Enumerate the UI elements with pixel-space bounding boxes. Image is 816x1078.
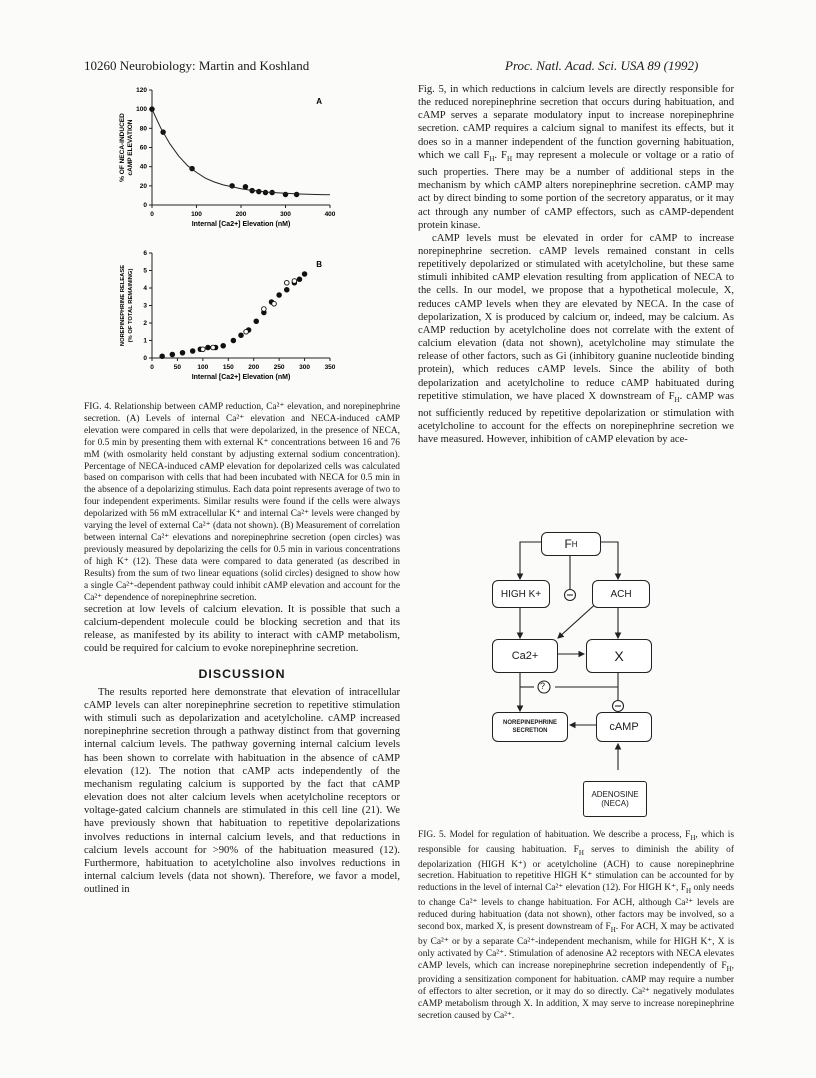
y-tick-label: 40 xyxy=(139,163,147,171)
panel-label: A xyxy=(316,97,322,106)
figure4-caption: FIG. 4. Relationship between cAMP reduction, Ca²⁺ elevation, and norepinephrine secretion. (A) Levels of internal Ca²⁺ elevation and NECA-induced cAMP elevation were compared in cells that were depolarized, in the presence of NECA, for 0.5 min by presenting them with external K⁺ concentrations between 16 and 76 mM (with osmolarity held constant by adjusting external sodium concentration). Percentage of NECA-induced cAMP elevation for depolarized cells was calculated based on comparison with cells that had been incubated with NECA for 0.5 min in the absence of a depolarizing stimulus. Each data point represents average of two to four independent experiments. Similar results were found if the cells were always depolarized with 56 mM extracellular K⁺ and internal Ca²⁺ levels were changed by varying the level of external Ca²⁺ (data not shown). (B) Measurement of correlation between internal Ca²⁺ elevations and norepinephrine secretion (open circles) was previously measured by depolarizing the cells for 0.5 min in various concentrations of high K⁺ (12). These data were compared to data generated (as described in Results) from the sum of two linear equations (solid circles) designed to show how a single Ca²⁺-dependent pathway could inhibit cAMP elevation and account for the Ca²⁺ dependence of norepinephrine secretion. xyxy=(84,402,400,603)
open-data-point xyxy=(201,347,206,352)
filled-data-point xyxy=(294,192,299,197)
x-tick-label: 200 xyxy=(235,211,247,218)
y-tick-label: 6 xyxy=(143,250,147,257)
ach-box: ACH xyxy=(592,580,650,608)
filled-data-point xyxy=(180,350,185,355)
filled-data-point xyxy=(160,354,165,359)
x-tick-label: 400 xyxy=(324,211,336,218)
page-header-right: Proc. Natl. Acad. Sci. USA 89 (1992) xyxy=(505,58,699,73)
left-column-body xyxy=(84,603,400,896)
fh-subscript: H xyxy=(571,539,578,549)
open-data-point xyxy=(284,280,289,285)
filled-data-point xyxy=(239,333,244,338)
x-tick-label: 50 xyxy=(173,364,182,371)
x-tick-label: 300 xyxy=(280,211,291,218)
paragraph: cAMP levels must be elevated in order for cAMP to increase norepinephrine secretion. cAMP levels remained constant in cells repetitively depolarized or stimulated with acetylcholine, but these same stimuli inhibited cAMP elevation resulting from application of NECA to the cells. In our model, we propose that a hypothetical molecule, X, reduces cAMP levels when they are elevated by NECA. In the case of depolarization, X is produced by calcium or, indeed, may be calcium. As cAMP reduction by acetylcholine does not correlate with the extent of calcium elevation (data not shown), acetylcholine may stimulate the release of other factors, such as Gi (inhibitory guanine nucleotide binding protein), which reduces cAMP levels. Since the ability of both depolarization and acetylcholine to reduce cAMP habituated during repetitive stimulation, we have placed X downstream of $F_H$. cAMP was not sufficiently reduced by repetitive depolarization or stimulation with acetylcholine to account for the effects on norepinephrine secretion we have measured. However, inhibition of cAMP elevation by ace- xyxy=(418,232,734,446)
high-k-box: HIGH K+ xyxy=(492,580,550,608)
fh-box xyxy=(541,532,601,556)
filled-data-point xyxy=(297,277,302,282)
fit-curve xyxy=(152,109,330,195)
y-tick-label: 0 xyxy=(143,355,147,362)
norepinephrine-secretion-box: NOREPINEPHRINE SECRETION xyxy=(492,712,568,742)
filled-data-point xyxy=(302,272,307,277)
y-tick-label: 20 xyxy=(139,182,147,190)
neca-label: (NECA) xyxy=(601,799,629,808)
y-tick-label: 0 xyxy=(143,202,147,209)
x-tick-label: 300 xyxy=(299,364,311,371)
x-axis-label: Internal [Ca2+] Elevation (nM) xyxy=(191,374,291,381)
ca-box: Ca2+ xyxy=(492,639,558,673)
y-tick-label: 100 xyxy=(136,106,147,114)
x-tick-label: 100 xyxy=(191,211,202,218)
open-data-point xyxy=(262,307,267,312)
adenosine-label: ADENOSINE xyxy=(591,790,639,799)
filled-data-point xyxy=(221,343,226,348)
figure5-caption: FIG. 5. Model for regulation of habituation. We describe a process, $F_H$, which is responsible for causing habituation. $F_H$ serves to diminish the ability of depolarization (HIGH K⁺) or acetylcholine (ACH) to cause norepinephrine secretion. Habituation to repetitive HIGH K⁺ stimulation can be accounted for by reductions in the level of internal Ca²⁺ elevation (12). For HIGH K⁺, $F_H$ only needs to change Ca²⁺ levels to change habituation. For ACH, although Ca²⁺ levels are reduced during habituation (data not shown), other factors may be involved, so a second box, marked X, is present downstream of $F_H$. For ACH, X may be activated by Ca²⁺ or by a separate Ca²⁺-independent mechanism, while for HIGH K⁺, X is only activated by Ca²⁺. Stimulation of adenosine A2 receptors with NECA elevates cAMP levels, which can increase norepinephrine secretion independently of $F_H$, providing a sensitization component for habituation. cAMP may require a number of effectors to alter secretion, or it may do so directly. Ca²⁺ negatively modulates cAMP metabolism through X. In addition, X may serve to increase norepinephrine secretion caused by Ca²⁺. xyxy=(418,830,734,1022)
fh-label: F xyxy=(564,537,572,551)
x-tick-label: 0 xyxy=(150,211,154,218)
filled-data-point xyxy=(231,338,236,343)
x-tick-label: 250 xyxy=(273,364,285,371)
open-data-point xyxy=(272,301,277,306)
x-box: X xyxy=(586,639,652,673)
y-tick-label: 80 xyxy=(139,125,147,133)
y-tick-label: 5 xyxy=(143,267,147,275)
figure4-panel-b xyxy=(100,245,350,385)
filled-data-point xyxy=(150,107,155,112)
filled-data-point xyxy=(284,287,289,292)
camp-box: cAMP xyxy=(596,712,652,742)
paragraph: secretion at low levels of calcium elevation. It is possible that such a calcium-dependent molecule could be blocking secretion and that its release, as manifested by its ability to interact with cAMP metabolism, could be required for calcium to evoke norepinephrine secretion. xyxy=(84,604,400,655)
open-data-point xyxy=(211,345,216,350)
paragraph: The results reported here demonstrate that elevation of intracellular cAMP levels can alter norepinephrine secretion to repetitive stimulation with stimuli such as depolarization and acetylcholine. cAMP increased norepinephrine secretion through a pathway distinct from that governing internal calcium levels. The pathway governing internal calcium levels has been shown to correlate with habituation in the absence of cAMP elevation (12). The notion that cAMP acts independently of the mechanism regulating calcium is supported by the fact that cAMP elevation does not alter calcium levels when acetylcholine receptors or voltage-gated calcium channels are stimulated in this cell line (21). We have previously shown that habituation to repetitive depolarizations involves reductions in internal calcium levels, and that reductions in calcium levels account for >90% of the habituation measured (12). Furthermore, habituation to acetylcholine also involves reductions in internal calcium levels (data not shown). Therefore, we favor a model, outlined in xyxy=(84,686,400,896)
x-tick-label: 350 xyxy=(324,364,336,371)
x-tick-label: 100 xyxy=(197,364,209,371)
y-tick-label: 60 xyxy=(139,144,147,152)
question-mark-label: ? xyxy=(540,681,546,691)
y-tick-label: 1 xyxy=(143,337,147,345)
y-tick-label: 3 xyxy=(143,302,147,310)
x-axis-label: Internal [Ca2+] Elevation (nM) xyxy=(191,221,291,228)
figure5-diagram xyxy=(490,530,660,770)
figure4-panel-a xyxy=(100,82,350,232)
x-tick-label: 200 xyxy=(248,364,260,371)
panel-label: B xyxy=(316,260,322,269)
y-tick-label: 2 xyxy=(143,320,147,327)
y-axis-label: NOREPINEPHRINE RELEASE (% OF TOTAL REMAINING) xyxy=(120,264,134,347)
y-tick-label: 4 xyxy=(143,285,147,292)
open-data-point xyxy=(244,329,249,334)
right-column-body xyxy=(418,83,734,446)
filled-data-point xyxy=(254,319,259,324)
y-tick-label: 120 xyxy=(136,87,147,94)
adenosine-box xyxy=(583,781,647,817)
filled-data-point xyxy=(190,349,195,354)
x-tick-label: 0 xyxy=(150,364,154,371)
filled-data-point xyxy=(277,293,282,298)
open-data-point xyxy=(292,279,297,284)
paragraph: Fig. 5, in which reductions in calcium levels are directly responsible for the reduced norepinephrine secretion that occurs during habituation, and cAMP serves a separate modulatory input to increase norepinephrine secretion. cAMP requires a calcium signal to manifest its effects, but it does so in a manner independent of the function governing habituation, which we call $F_H$. $F_H$ may represent a molecule or voltage or a ratio of such properties. There may be a number of additional steps in the mechanism by which cAMP alters norepinephrine secretion. cAMP may act by direct binding to some portion of the secretory apparatus, or it may act through any number of cAMP effectors, such as cAMP-dependent protein kinase. xyxy=(418,84,735,231)
filled-data-point xyxy=(170,352,175,357)
filled-data-point xyxy=(206,345,211,350)
section-heading-discussion: DISCUSSION xyxy=(198,666,286,681)
y-axis-label: % OF NECA-INDUCEDcAMP ELEVATION xyxy=(119,113,134,182)
x-tick-label: 150 xyxy=(222,364,234,371)
filled-data-point xyxy=(243,184,248,189)
filled-data-point xyxy=(263,190,268,195)
page-header-left: 10260 Neurobiology: Martin and Koshland xyxy=(84,58,310,73)
